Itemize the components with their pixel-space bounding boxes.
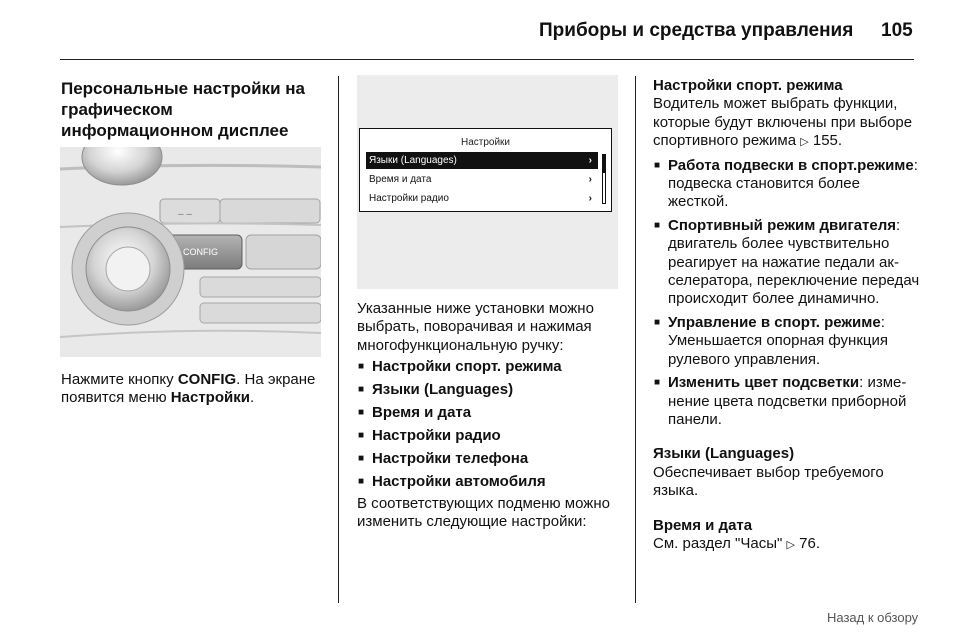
sport-features-list — [653, 157, 923, 430]
column-right — [653, 77, 923, 554]
menu-item-label: Языки (Languages) — [369, 155, 457, 166]
list-item — [653, 314, 923, 369]
settings-outro: В соответствующих подменю можно изменить следующие настройки: — [357, 494, 610, 531]
settings-keyword: Настройки — [170, 389, 250, 407]
page-number: 105 — [881, 20, 913, 41]
sport-settings-heading: Настройки спорт. режима — [653, 77, 843, 94]
console-illustration — [60, 147, 321, 357]
feature-text: : изменение цвета подсветки приборной панели. — [668, 374, 907, 428]
list-item — [653, 157, 923, 212]
feature-text: : Уменьшается опорная функция рулевого управления. — [668, 313, 888, 368]
list-item: ■ Время и дата — [357, 404, 627, 422]
sport-settings-text — [653, 95, 923, 151]
instruction-mid: . На экране появится меню — [61, 371, 316, 407]
config-button-photo — [60, 147, 321, 357]
menu-scrollbar — [602, 154, 606, 204]
column-divider-1 — [338, 76, 339, 603]
page-header-title: Приборы и средства управления — [539, 20, 854, 41]
page-ref-link[interactable]: 155. — [812, 132, 843, 150]
column-middle — [357, 300, 627, 531]
settings-menu-item — [366, 190, 598, 207]
feature-title: Спортивный режим двигателя — [668, 216, 897, 234]
column-divider-2 — [635, 76, 636, 603]
config-button-label: CONFIG — [183, 247, 218, 257]
settings-menu-screen — [359, 128, 612, 212]
menu-item-label: Время и дата — [369, 174, 432, 185]
chevron-right-icon: › — [588, 155, 592, 166]
list-item — [653, 217, 923, 309]
feature-title: Управление в спорт. режиме — [668, 313, 881, 331]
languages-heading: Языки (Languages) — [653, 445, 795, 463]
back-to-overview-link[interactable]: Назад к обзору — [827, 610, 919, 625]
section-heading: Персональные настройки на графическом информационном дисплее — [61, 79, 305, 140]
config-keyword: CONFIG — [177, 371, 237, 388]
settings-intro: Указанные ниже установки можно выбрать, поворачивая и нажимая многофункциональную ручку: — [357, 300, 594, 354]
feature-text: : подвеска становится более жесткой. — [668, 156, 918, 211]
settings-menu-item — [366, 171, 598, 188]
list-item: ■ Настройки спорт. режима — [357, 358, 627, 376]
settings-menu-item — [366, 152, 598, 169]
list-item: ■ Языки (Languages) — [357, 381, 627, 399]
chevron-right-icon: › — [588, 174, 592, 185]
list-item: ■ Настройки радио — [357, 427, 627, 445]
feature-title: Изменить цвет подсветки — [668, 374, 860, 392]
settings-display-illustration — [357, 75, 618, 289]
list-item — [653, 374, 923, 429]
sport-text: Водитель может выбрать функции, которые будут включены при выборе спортивного режима — [653, 95, 913, 150]
feature-title: Работа подвески в спорт.режиме — [668, 156, 914, 174]
menu-item-label: Настройки радио — [369, 193, 449, 204]
config-instruction — [61, 371, 323, 408]
svg-text:– –: – – — [178, 209, 192, 220]
settings-list — [357, 358, 627, 491]
instruction-pre: Нажмите кнопку — [61, 371, 178, 388]
time-text-line — [653, 535, 923, 554]
header-divider — [60, 59, 914, 60]
page-ref-link[interactable]: 76. — [799, 534, 821, 552]
feature-text: : двигатель более чувствительно реагирует на нажатие педали акселератора, переключение передач происходит более динамично. — [668, 216, 920, 308]
time-text: См. раздел "Часы" — [653, 534, 783, 552]
chevron-right-icon: › — [588, 193, 592, 204]
list-item: ■ Настройки автомобиля — [357, 473, 627, 491]
page-ref-icon: ▷ — [786, 538, 795, 551]
list-item: ■ Настройки телефона — [357, 450, 627, 468]
column-left — [61, 78, 323, 141]
instruction-end: . — [249, 389, 255, 407]
page-ref-icon: ▷ — [800, 136, 809, 149]
settings-menu-title: Настройки — [460, 137, 511, 148]
time-heading: Время и дата — [653, 516, 753, 534]
languages-text: Обеспечивает выбор требуемого языка. — [653, 463, 884, 500]
